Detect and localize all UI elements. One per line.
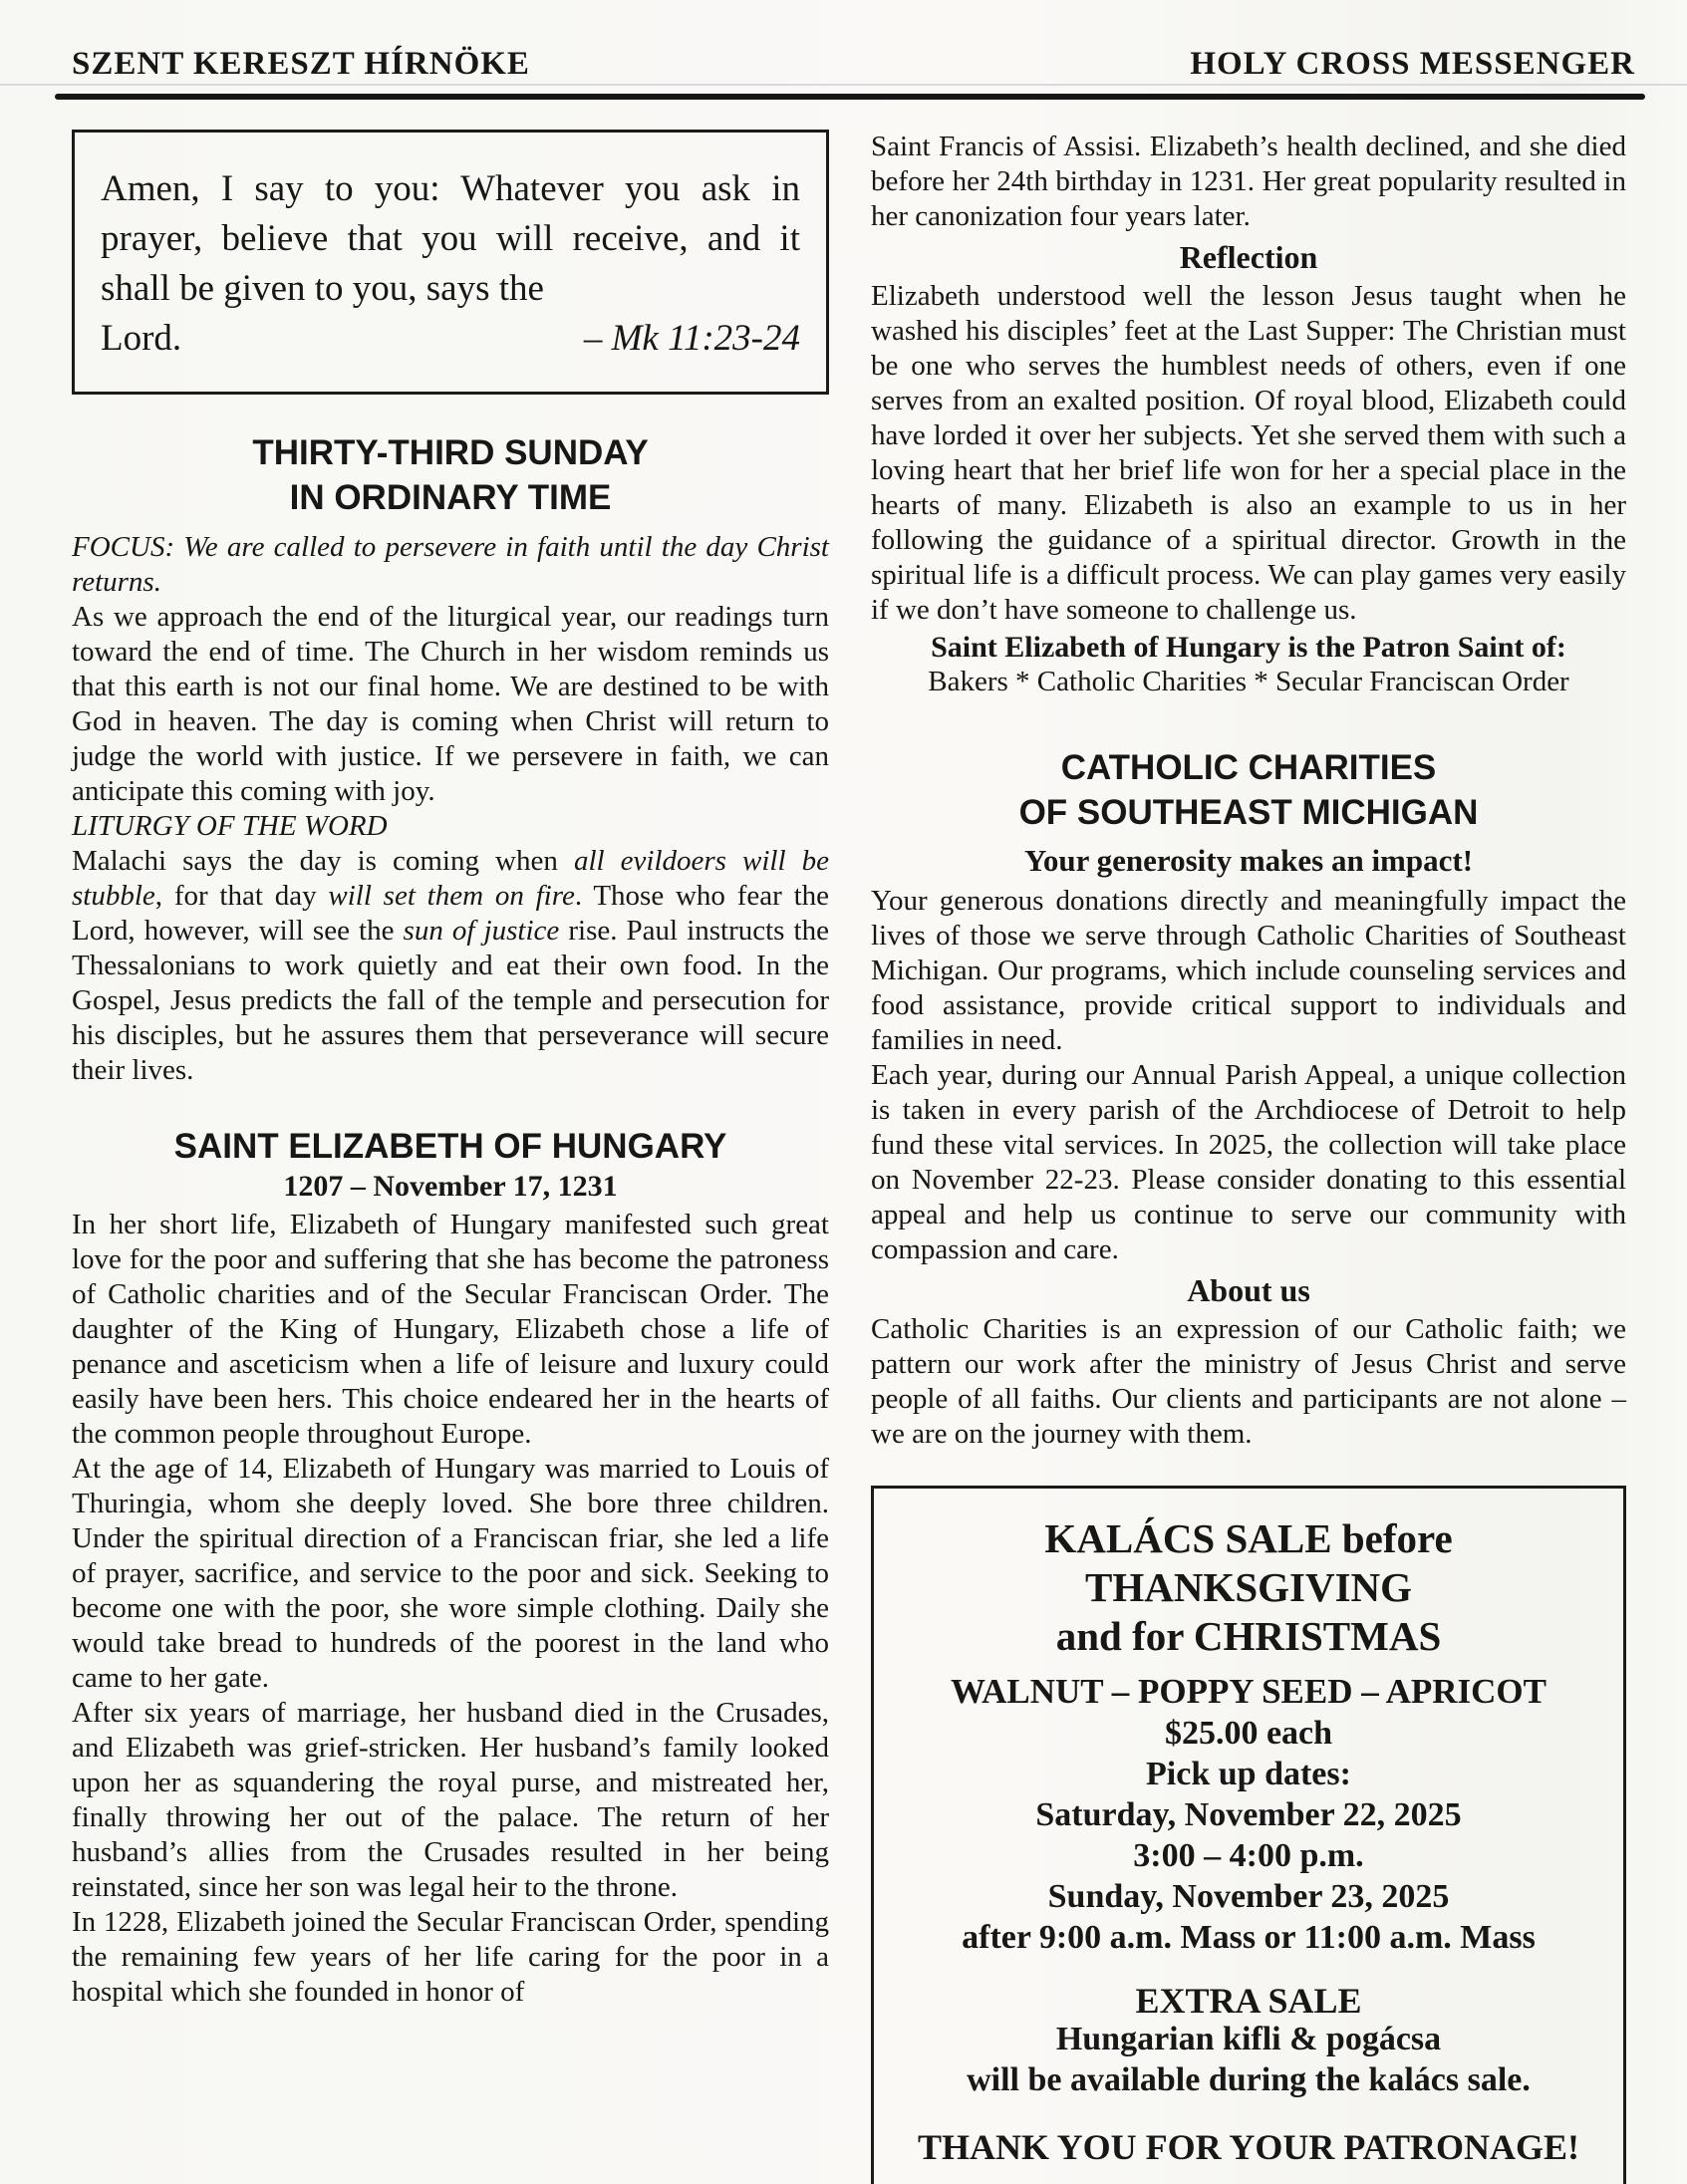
liturgy-paragraph: Malachi says the day is coming when all evildoers will be stubble, for that day will set them on fire. Those who fear the Lord, however, will see the sun of justice rise. Paul instructs the Thessalonians to work quietly and eat their own food. In the Gospel, Jesus predicts the fall of the temple and persecution for his disciples, but he assures them that perseverance will secure their lives. xyxy=(72,845,829,1086)
sunday-title-line2: IN ORDINARY TIME xyxy=(289,478,612,517)
right-column xyxy=(871,130,1626,2184)
elizabeth-paragraph-4: In 1228, Elizabeth joined the Secular Franciscan Order, spending the remaining few years of her life caring for the poor in a hospital which she founded in honor of xyxy=(72,1906,829,2008)
patron-list: Bakers * Catholic Charities * Secular Franciscan Order xyxy=(928,666,1569,697)
elizabeth-title: SAINT ELIZABETH OF HUNGARY xyxy=(173,1127,727,1166)
elizabeth-paragraph-1: In her short life, Elizabeth of Hungary manifested such great love for the poor and suffering that she has become the patroness of Catholic charities and of the Secular Franciscan Order. The daughter of the King of Hungary, Elizabeth chose a life of penance and asceticism when a life of leisure and luxury could easily have been hers. This choice endeared her in the hearts of the common people throughout Europe. xyxy=(72,1209,829,1450)
extra-sale-line2: will be available during the kalács sale. xyxy=(967,2061,1531,2098)
reflection-heading: Reflection xyxy=(1179,239,1318,275)
kalacs-pickup-date-1: Saturday, November 22, 2025 xyxy=(1035,1796,1462,1833)
kalacs-sale-box xyxy=(871,1486,1626,2184)
kalacs-price: $25.00 each xyxy=(1164,1715,1333,1752)
kalacs-title-line1: KALÁCS SALE before THANKSGIVING xyxy=(1044,1515,1453,1610)
elizabeth-paragraph-3: After six years of marriage, her husband died in the Crusades, and Elizabeth was grief-stricken. Her husband’s family looked upon her as squandering the royal purse, and mistreated her, finally throwing her out of the palace. The return of her husband’s allies from the Crusades resulted in her being reinstated, since her son was legal heir to the throne. xyxy=(72,1697,829,1903)
sunday-title-line1: THIRTY-THIRD SUNDAY xyxy=(252,433,649,472)
kalacs-pickup-date-2: Sunday, November 23, 2025 xyxy=(1047,1878,1450,1915)
charities-title-line2: OF SOUTHEAST MICHIGAN xyxy=(1018,793,1479,832)
kalacs-pickup-time-2: after 9:00 a.m. Mass or 11:00 a.m. Mass xyxy=(962,1919,1536,1956)
about-us-paragraph: Catholic Charities is an expression of our Catholic faith; we pattern our work after the ministry of Jesus Christ and serve people of all faiths. Our clients and participants are not alone – we are on the journey with them. xyxy=(871,1313,1626,1450)
kalacs-title-line2: and for CHRISTMAS xyxy=(1055,1613,1442,1659)
scripture-quote-last-line xyxy=(101,314,800,364)
kalacs-pickup-time-1: 3:00 – 4:00 p.m. xyxy=(1133,1837,1364,1874)
sunday-intro-paragraph: As we approach the end of the liturgical year, our readings turn toward the end of time. The Church in her wisdom reminds us that this earth is not our final home. We are destined to be with God in heaven. The day is coming when Christ will return to judge the world with justice. If we persevere in faith, we can anticipate this coming with joy. xyxy=(72,601,829,807)
extra-sale-line1: Hungarian kifli & pogácsa xyxy=(1055,2021,1442,2057)
left-column xyxy=(72,130,829,2010)
elizabeth-paragraph-continued: Saint Francis of Assisi. Elizabeth’s health declined, and she died before her 24th birthday in 1231. Her great popularity resulted in her canonization four years later. xyxy=(871,131,1626,232)
thank-you-line: THANK YOU FOR YOUR PATRONAGE! xyxy=(918,2127,1579,2167)
charities-title-line1: CATHOLIC CHARITIES xyxy=(1060,748,1437,787)
charities-subtitle: Your generosity makes an impact! xyxy=(1023,843,1474,878)
scripture-quote-end: Lord. xyxy=(101,318,182,359)
scripture-quote-box xyxy=(72,130,829,395)
scripture-quote-text: Amen, I say to you: Whatever you ask in prayer, believe that you will receive, and it shall be given to you, says the xyxy=(101,168,800,309)
reflection-paragraph: Elizabeth understood well the lesson Jesus taught when he washed his disciples’ feet at the Last Supper: The Christian must be one who serves the humblest needs of others, even if one serves from an exalted position. Of royal blood, Elizabeth could have lorded it over her subjects. Yet she served them with such a loving heart that her brief life won for her a special place in the hearts of many. Elizabeth is also an example to us in her following the guidance of a spiritual director. Growth in the spiritual life is a difficult process. We can play games very easily if we don’t have someone to challenge us. xyxy=(871,280,1626,626)
elizabeth-dates: 1207 – November 17, 1231 xyxy=(283,1170,618,1203)
charities-paragraph-2: Each year, during our Annual Parish Appeal, a unique collection is taken in every parish of the Archdiocese of Detroit to help fund these vital services. In 2025, the collection will take place on November 22-23. Please consider donating to this essential appeal and help us continue to serve our community with compassion and care. xyxy=(871,1059,1626,1265)
masthead-right-title: HOLY CROSS MESSENGER xyxy=(1190,46,1635,82)
patron-heading: Saint Elizabeth of Hungary is the Patron Saint of: xyxy=(931,631,1566,664)
kalacs-pickup-heading: Pick up dates: xyxy=(1146,1756,1351,1792)
masthead xyxy=(72,46,1635,83)
extra-sale-heading: EXTRA SALE xyxy=(1135,1981,1362,2021)
masthead-rule xyxy=(55,94,1645,100)
scan-line-artifact xyxy=(0,84,1687,86)
kalacs-flavors: WALNUT – POPPY SEED – APRICOT xyxy=(951,1672,1546,1711)
elizabeth-paragraph-2: At the age of 14, Elizabeth of Hungary was married to Louis of Thuringia, whom she deeply loved. She bore three children. Under the spiritual direction of a Franciscan friar, she led a life of prayer, sacrifice, and service to the poor and sick. Seeking to become one with the poor, she wore simple clothing. Daily she would take bread to hundreds of the poorest in the land who came to her gate. xyxy=(72,1453,829,1694)
masthead-left-title: SZENT KERESZT HÍRNÖKE xyxy=(72,46,530,82)
liturgy-heading: LITURGY OF THE WORD xyxy=(72,810,388,842)
scripture-citation: – Mk 11:23-24 xyxy=(583,318,800,359)
charities-paragraph-1: Your generous donations directly and meaningfully impact the lives of those we serve through Catholic Charities of Southeast Michigan. Our programs, which include counseling services and food assistance, provide critical support to individuals and families in need. xyxy=(871,885,1626,1056)
focus-line: FOCUS: We are called to persevere in faith until the day Christ returns. xyxy=(72,531,829,598)
about-us-heading: About us xyxy=(1187,1272,1310,1308)
